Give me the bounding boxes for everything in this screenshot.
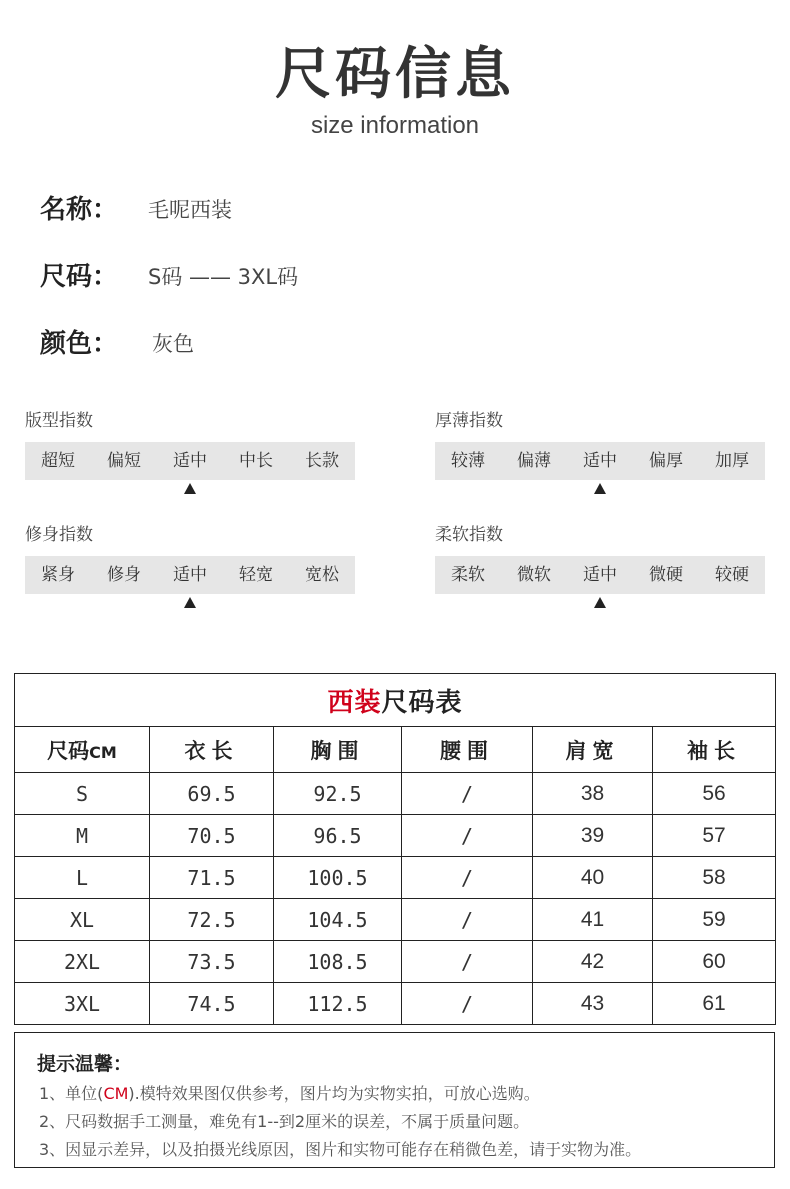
- index-option: 长款: [305, 451, 339, 471]
- table-cell: 43: [533, 983, 653, 1025]
- index-option: 柔软: [451, 565, 485, 585]
- table-cell: 40: [533, 857, 653, 899]
- selected-marker-icon: [184, 483, 196, 494]
- column-header: 尺码CM: [15, 727, 150, 773]
- info-label: 尺码：: [40, 262, 119, 292]
- selected-marker-icon: [594, 597, 606, 608]
- index-option: 较薄: [451, 451, 485, 471]
- table-cell: 96.5: [274, 815, 402, 857]
- table-row: [15, 857, 776, 899]
- index-option: 宽松: [305, 565, 339, 585]
- index-option: 适中: [583, 451, 617, 471]
- table-cell: /: [402, 815, 533, 857]
- caption-accent: 西装: [327, 687, 382, 718]
- table-cell: XL: [15, 899, 150, 941]
- table-cell: 60: [653, 941, 776, 983]
- caption-text: 尺码表: [381, 687, 463, 718]
- table-cell: 39: [533, 815, 653, 857]
- index-fit-length: [25, 408, 355, 480]
- table-row: [15, 773, 776, 815]
- table-cell: M: [15, 815, 150, 857]
- table-cell: 112.5: [274, 983, 402, 1025]
- column-header: 衣长: [150, 727, 274, 773]
- index-option: 适中: [583, 565, 617, 585]
- table-cell: /: [402, 857, 533, 899]
- table-cell: 74.5: [150, 983, 274, 1025]
- info-label: 名称：: [40, 195, 119, 225]
- table-cell: 69.5: [150, 773, 274, 815]
- index-option: 偏厚: [649, 451, 683, 471]
- page-title: 尺码信息: [275, 42, 515, 107]
- index-option: 适中: [173, 565, 207, 585]
- table-cell: 59: [653, 899, 776, 941]
- size-table-caption: [15, 674, 776, 727]
- index-title: 版型指数: [25, 411, 93, 431]
- table-cell: 56: [653, 773, 776, 815]
- table-cell: 61: [653, 983, 776, 1025]
- info-value: S码 —— 3XL码: [148, 265, 299, 289]
- index-option: 微软: [517, 565, 551, 585]
- index-title: 修身指数: [25, 525, 93, 545]
- index-option: 中长: [239, 451, 273, 471]
- info-value: 灰色: [152, 332, 194, 356]
- column-header: 胸围: [274, 727, 402, 773]
- index-bar: [25, 556, 355, 594]
- info-value: 毛呢西装: [148, 198, 232, 222]
- index-slimness: [25, 522, 355, 594]
- table-cell: 3XL: [15, 983, 150, 1025]
- index-bar: [435, 442, 765, 480]
- index-option: 适中: [173, 451, 207, 471]
- index-option: 紧身: [41, 565, 75, 585]
- index-thickness: [435, 408, 765, 480]
- selected-marker-icon: [184, 597, 196, 608]
- info-label: 颜色：: [40, 329, 119, 359]
- table-cell: 57: [653, 815, 776, 857]
- table-cell: 71.5: [150, 857, 274, 899]
- index-option: 较硬: [715, 565, 749, 585]
- tips-title: 提示温馨：: [37, 1053, 133, 1075]
- index-option: 偏薄: [517, 451, 551, 471]
- index-softness: [435, 522, 765, 594]
- table-cell: 58: [653, 857, 776, 899]
- table-cell: 108.5: [274, 941, 402, 983]
- table-cell: /: [402, 773, 533, 815]
- selected-marker-icon: [594, 483, 606, 494]
- table-cell: 70.5: [150, 815, 274, 857]
- index-option: 修身: [107, 565, 141, 585]
- table-cell: 104.5: [274, 899, 402, 941]
- index-option: 微硬: [649, 565, 683, 585]
- table-cell: 38: [533, 773, 653, 815]
- column-header: 肩宽: [533, 727, 653, 773]
- column-header: 腰围: [402, 727, 533, 773]
- table-cell: 42: [533, 941, 653, 983]
- table-cell: 41: [533, 899, 653, 941]
- table-row: [15, 983, 776, 1025]
- table-row: [15, 815, 776, 857]
- table-header-row: [15, 727, 776, 773]
- table-cell: /: [402, 899, 533, 941]
- table-cell: 73.5: [150, 941, 274, 983]
- tip-line: 3、因显示差异，以及拍摄光线原因，图片和实物可能存在稍微色差，请于实物为准。: [39, 1140, 642, 1159]
- index-option: 加厚: [715, 451, 749, 471]
- table-cell: S: [15, 773, 150, 815]
- table-row: [15, 941, 776, 983]
- tips-box: [14, 1032, 775, 1168]
- table-row: [15, 899, 776, 941]
- index-title: 厚薄指数: [435, 411, 503, 431]
- table-cell: /: [402, 983, 533, 1025]
- index-option: 超短: [41, 451, 75, 471]
- size-table: [14, 673, 776, 1025]
- tip-unit-highlight: CM: [103, 1084, 129, 1103]
- index-bar: [435, 556, 765, 594]
- page-subtitle: size information: [310, 112, 480, 139]
- tip-line: 1、单位(CM).模特效果图仅供参考，图片均为实物实拍，可放心选购。: [39, 1084, 540, 1103]
- index-option: 轻宽: [239, 565, 273, 585]
- table-cell: 72.5: [150, 899, 274, 941]
- index-bar: [25, 442, 355, 480]
- tip-line: 2、尺码数据手工测量，难免有1--到2厘米的误差，不属于质量问题。: [39, 1112, 530, 1131]
- column-header: 袖长: [653, 727, 776, 773]
- table-cell: 100.5: [274, 857, 402, 899]
- table-cell: 2XL: [15, 941, 150, 983]
- table-cell: L: [15, 857, 150, 899]
- table-cell: /: [402, 941, 533, 983]
- index-option: 偏短: [107, 451, 141, 471]
- table-cell: 92.5: [274, 773, 402, 815]
- index-title: 柔软指数: [435, 525, 503, 545]
